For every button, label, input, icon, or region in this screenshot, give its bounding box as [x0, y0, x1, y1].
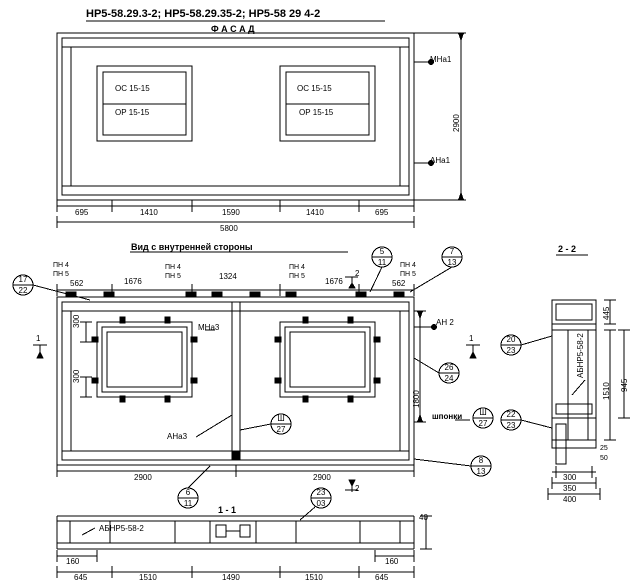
- section-tag-1-right: 1: [469, 334, 474, 343]
- callout-8-13-bottom: 13: [476, 467, 486, 476]
- inner-mark-pn4-1: ПН 4: [53, 262, 69, 269]
- inner-mark-an2: АН 2: [436, 318, 454, 327]
- inner-bottom-dim-1: 2900: [134, 473, 152, 482]
- section22-dim-400: 400: [563, 495, 577, 504]
- section-tag-2-bottom: 2: [355, 484, 360, 493]
- inner-mark-mna3: МНа3: [198, 323, 220, 332]
- facade-dim-5: 695: [375, 208, 389, 217]
- section11-dim-160-left: 160: [66, 557, 80, 566]
- inner-mark-pn5-2: ПН 5: [165, 273, 181, 280]
- facade-window-1-bottom: ОР 15-15: [115, 108, 150, 117]
- facade-window-2-top: ОС 15-15: [297, 84, 332, 93]
- section11-dim-5: 645: [375, 573, 389, 582]
- section-label-2-2: 2 - 2: [558, 244, 577, 254]
- callout-20-23-bottom: 23: [506, 346, 516, 355]
- inner-dim-1: 562: [70, 279, 84, 288]
- section11-dim-1: 645: [74, 573, 88, 582]
- callout-26-24-top: 26: [444, 363, 454, 372]
- inner-mark-pn4-3: ПН 4: [289, 264, 305, 271]
- facade-mark-ana1: АНа1: [430, 156, 451, 165]
- section22-dim-50: 50: [600, 455, 608, 462]
- title-marks: НР5-58.29.3-2; НР5-58.29.35-2; НР5-58 29 4-2: [86, 8, 321, 20]
- section11-dim-160-right: 160: [385, 557, 399, 566]
- inner-mark-pn5-4: ПН 5: [400, 271, 416, 278]
- callout-sh-27b-bottom: 27: [478, 419, 488, 428]
- callout-7-13-bottom: 13: [447, 258, 457, 267]
- callout-22-23-bottom: 23: [506, 421, 516, 430]
- section11-dim-3: 1490: [222, 573, 240, 582]
- callout-8-13-top: 8: [478, 456, 484, 465]
- inner-dim-2: 1676: [124, 277, 142, 286]
- section11-dim-4: 1510: [305, 573, 323, 582]
- section22-dim-25: 25: [600, 445, 608, 452]
- facade-window-2-bottom: ОР 15-15: [299, 108, 334, 117]
- facade-dim-4: 1410: [306, 208, 324, 217]
- section11-dim-40: 40: [419, 513, 428, 522]
- section22-dim-945: 945: [620, 378, 629, 392]
- section22-dim-300: 300: [563, 473, 577, 482]
- inner-dim-3: 1324: [219, 272, 237, 281]
- facade-mark-mna1: МНа1: [430, 55, 452, 64]
- callout-sh-27-bottom: 27: [276, 425, 286, 434]
- inner-mark-pn5-3: ПН 5: [289, 273, 305, 280]
- callout-5-11-top: 5: [379, 247, 385, 256]
- callout-17-22-top: 17: [18, 275, 28, 284]
- section11-dim-2: 1510: [139, 573, 157, 582]
- callout-23-03-bottom: 03: [316, 499, 326, 508]
- section22-dim-445: 445: [602, 306, 611, 320]
- facade-label: Ф А С А Д: [211, 24, 255, 34]
- facade-dim-total: 5800: [220, 224, 238, 233]
- section22-dim-350: 350: [563, 484, 577, 493]
- section22-plate-mark: АБНР5-58-2: [576, 333, 585, 378]
- section11-plate-mark: АБНР5-58-2: [99, 524, 144, 533]
- inner-bottom-dim-2: 2900: [313, 473, 331, 482]
- inner-dim-4: 1676: [325, 277, 343, 286]
- callout-22-23-top: 22: [506, 410, 516, 419]
- inner-mark-pn4-4: ПН 4: [400, 262, 416, 269]
- callout-6-11-top: 6: [185, 488, 191, 497]
- inner-mark-pn5-1: ПН 5: [53, 271, 69, 278]
- inner-left-dim-2: 300: [72, 369, 81, 383]
- inner-mark-shponki: шпонки: [432, 412, 463, 421]
- facade-dim-1: 695: [75, 208, 89, 217]
- callout-5-11-bottom: 11: [377, 258, 387, 267]
- callout-20-23-top: 20: [506, 335, 516, 344]
- callout-23-03-top: 23: [316, 488, 326, 497]
- inner-view-label: Вид с внутренней стороны: [131, 242, 253, 252]
- inner-mark-ana3: АНа3: [167, 432, 188, 441]
- callout-6-11-bottom: 11: [183, 499, 193, 508]
- inner-dim-5: 562: [392, 279, 406, 288]
- callout-17-22-bottom: 22: [18, 286, 28, 295]
- inner-right-dim: 1800: [412, 390, 421, 408]
- inner-left-dim-1: 300: [72, 314, 81, 328]
- callout-sh-27-top: Ш: [277, 414, 285, 423]
- facade-window-1-top: ОС 15-15: [115, 84, 150, 93]
- facade-dim-2: 1410: [140, 208, 158, 217]
- facade-dim-3: 1590: [222, 208, 240, 217]
- callout-7-13-top: 7: [449, 247, 455, 256]
- inner-mark-pn4-2: ПН 4: [165, 264, 181, 271]
- section-tag-1-left: 1: [36, 334, 41, 343]
- facade-dim-height: 2900: [452, 114, 461, 132]
- section22-dim-1510: 1510: [602, 382, 611, 400]
- section-label-1-1: 1 - 1: [218, 505, 237, 515]
- callout-sh-27b-top: Ш: [479, 408, 487, 417]
- section-tag-2-top: 2: [355, 269, 360, 278]
- callout-26-24-bottom: 24: [444, 374, 454, 383]
